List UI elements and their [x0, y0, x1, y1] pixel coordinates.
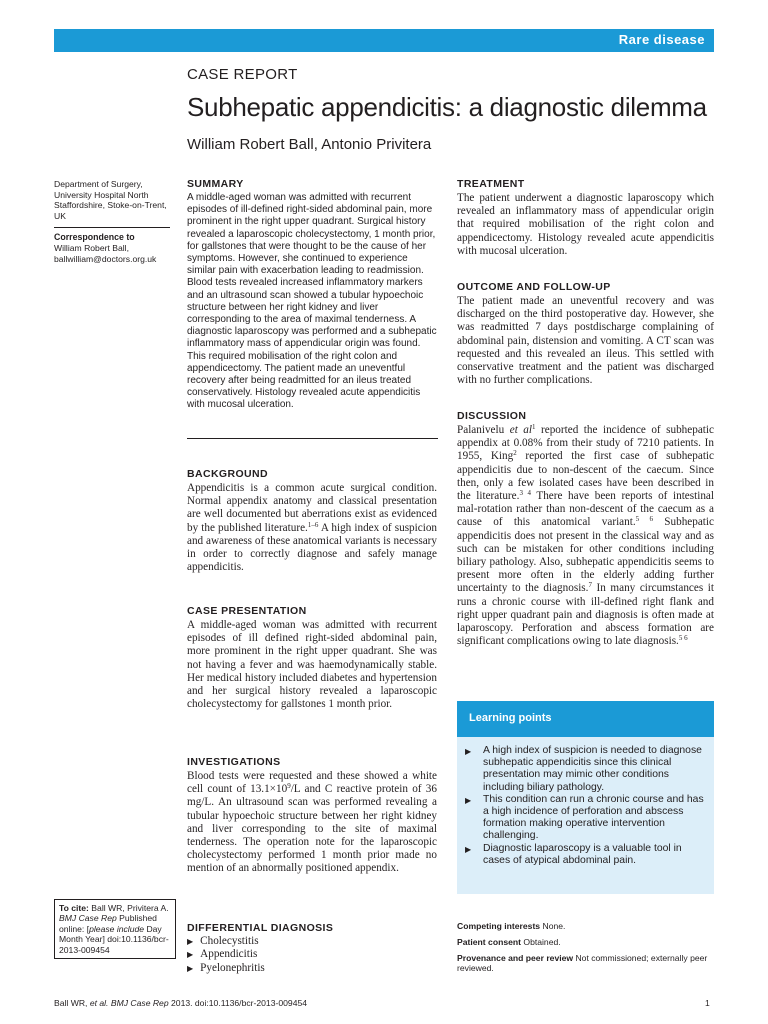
investigations-text-part: Blood tests were requested and these showed a white cell count of 13.1×10 — [187, 770, 437, 796]
provenance — [457, 953, 714, 974]
cite-placeholder: please include — [89, 923, 145, 934]
affiliation: Department of Surgery, University Hospital North Staffordshire, Stoke-on-Trent, UK — [54, 179, 167, 221]
background-heading: BACKGROUND — [187, 468, 268, 480]
section-banner — [54, 29, 714, 52]
reference: 5 6 — [678, 634, 688, 643]
learning-point — [465, 745, 705, 794]
meta-label: Provenance and peer review — [457, 953, 574, 963]
list-item — [187, 935, 437, 948]
investigations-text-part: /L and C reactive protein of 36 mg/L. An ultrasound scan was performed revealing a tubular hypoechoic structure between her right kidney and liver corresponding to the site of maximal tenderness. The operation note for the laparoscopic cholecystectomy performed 1 month prior made no mention of an abnormally positioned appendix. — [187, 783, 437, 875]
meta-label: Patient consent — [457, 937, 521, 947]
discussion-text-part: reported the incidence of subhepatic appendix at 0.08% from their study of 7210 patients. In 1955, King — [457, 424, 714, 463]
competing-interests — [457, 921, 714, 931]
page-number: 1 — [705, 998, 710, 1008]
reference: 5 6 — [635, 515, 653, 524]
article-title: Subhepatic appendicitis: a diagnostic dilemma — [187, 92, 707, 122]
cite-text: Ball WR, Privitera A. — [88, 903, 169, 913]
learning-points-header — [457, 701, 714, 737]
outcome-heading: OUTCOME AND FOLLOW-UP — [457, 281, 611, 293]
cite-label: To cite: — [59, 903, 89, 913]
outcome-text: The patient made an uneventful recovery and was discharged on the third postoperative day. However, she was readmitted 7 days postdischarge complaining of abdominal pain, distension and vomiting. A CT scan was requested and this revealed an ileus. This settled with conservative treatment and the patient was discharged with no further complications. — [457, 295, 714, 387]
list-item-label: Appendicitis — [200, 948, 258, 961]
background-text-part: A high index of suspicion and awareness of these anatomical variants is necessary in order to correctly diagnose and safely manage appendicitis. — [187, 521, 438, 574]
meta-value: Not commissioned; externally peer reviewed. — [457, 953, 708, 974]
triangle-bullet-icon: ▶ — [187, 937, 194, 946]
correspondence: William Robert Ball, ballwilliam@doctors.org.uk — [54, 242, 157, 264]
cite-box — [54, 899, 176, 959]
list-item — [187, 962, 437, 975]
authors: William Robert Ball, Antonio Privitera — [187, 136, 432, 153]
reference: 1 — [532, 423, 536, 431]
meta-label: Competing interests — [457, 921, 541, 931]
learning-point-text: Diagnostic laparoscopy is a valuable tool in cases of atypical abdominal pain. — [483, 842, 682, 866]
reference: 1–6 — [307, 520, 319, 529]
summary-heading: SUMMARY — [187, 178, 244, 190]
discussion-heading: DISCUSSION — [457, 410, 527, 422]
discussion-text-part: Subhepatic appendicitis does not present in the classical way and as such can be mistaken for other conditions including biliary pathology. Also, subhepatic appendicitis seems to present more often in the elderly adding further uncertainty to the diagnosis. — [457, 516, 714, 595]
list-item — [187, 948, 437, 961]
footer-citation — [54, 998, 307, 1008]
meta-value: None. — [540, 921, 566, 931]
case-presentation-text: A middle-aged woman was admitted with recurrent episodes of ill defined right-sided abdominal pain, more prominent in the right upper quadrant. She was not having a fever and was haemodynamically stable. Her medical history included diabetes and hypertension and her surgical history revealed a laparoscopic cholecystectomy for gallstones 1 month prior. — [187, 619, 437, 711]
section-label: Rare disease — [618, 32, 705, 47]
background-text — [187, 482, 437, 574]
case-presentation-heading: CASE PRESENTATION — [187, 605, 307, 617]
background-text-part: Appendicitis is a common acute surgical condition. Normal appendix anatomy and classical presentation are well documented but aberrations exist as evidenced by the published literature. — [187, 482, 437, 534]
investigations-text — [187, 770, 437, 876]
discussion-text — [457, 424, 714, 648]
discussion-text-part: Palanivelu — [457, 424, 510, 436]
learning-point — [465, 794, 705, 843]
differential-heading: DIFFERENTIAL DIAGNOSIS — [187, 922, 334, 934]
sidebar-divider — [54, 227, 170, 228]
cite-text: Published online: [ — [59, 913, 157, 934]
reference: 3 4 — [519, 489, 531, 498]
treatment-heading: TREATMENT — [457, 178, 525, 190]
cite-text: Day Month Year] doi:10.1136/bcr-2013-009454 — [59, 923, 169, 955]
triangle-bullet-icon: ▶ — [187, 950, 194, 960]
exponent: 9 — [287, 782, 291, 791]
triangle-bullet-icon: ▶ — [465, 795, 472, 805]
discussion-text-part: et al — [509, 424, 533, 436]
learning-points-list — [465, 745, 705, 867]
footer-text: 2013. doi:10.1136/bcr-2013-009454 — [168, 998, 308, 1008]
learning-point — [465, 843, 705, 867]
summary-text: A middle-aged woman was admitted with recurrent episodes of ill-defined right-sided abdominal pain, more prominent in the right upper quadrant. Surgical history revealed a laparoscopic cholecystectomy, 1 month prior, for gallstones that were thought to be the cause of her symptoms. However, she continued to experience similar pain with exacerbation leading to readmission. Blood tests revealed increased inflammatory markers and an ultrasound scan showed a tubular hypoechoic structure between her right kidney and liver corresponding to the area of maximal tenderness. A diagnostic laparoscopy was performed and a subhepatic inflammatory mass of appendicular origin was found. This required mobilisation of the right colon and appendicectomy. The patient made an uneventful recovery after being readmitted for an ileus treated conservatively. Histology revealed acute appendicitis with mucosal ulceration. — [187, 192, 437, 411]
treatment-text: The patient underwent a diagnostic laparoscopy which revealed an inflammatory mass of appendicular origin that required mobilisation of the right colon and appendicectomy. Histology revealed acute appendicitis with mucosal ulceration. — [457, 192, 714, 257]
triangle-bullet-icon: ▶ — [465, 844, 472, 854]
list-item-label: Cholecystitis — [200, 935, 259, 947]
learning-points-heading: Learning points — [469, 712, 552, 724]
reference: 7 — [588, 581, 592, 590]
footer-text: Ball WR, — [54, 998, 90, 1008]
investigations-heading: INVESTIGATIONS — [187, 756, 281, 768]
footer-text: et al. BMJ Case Rep — [89, 998, 169, 1008]
discussion-text-part: There have been reports of intestinal mal-rotation rather than non-descent of the caecum as a cause of this anatomical variant. — [457, 490, 715, 529]
discussion-text-part: reported the first case of subhepatic appendicitis due to non-descent of the caecum. Since then, only a few isolated cases have been described in the literature. — [457, 450, 714, 503]
correspondence-heading: Correspondence to — [54, 232, 135, 243]
triangle-bullet-icon: ▶ — [465, 747, 472, 756]
sidebar — [54, 179, 172, 264]
cite-journal: BMJ Case Rep — [59, 913, 117, 924]
patient-consent — [457, 937, 714, 947]
reference: 2 — [513, 449, 517, 458]
list-item-label: Pyelonephritis — [200, 961, 265, 974]
article-type: CASE REPORT — [187, 66, 298, 83]
learning-point-text: A high index of suspicion is needed to diagnose subhepatic appendicitis since this clinical presentation may mimic other conditions including biliary pathology. — [483, 745, 702, 793]
meta-value: Obtained. — [521, 937, 561, 947]
triangle-bullet-icon: ▶ — [187, 963, 194, 973]
discussion-text-part: In many circumstances it runs a chronic course with ill-defined right flank and right upper quadrant pain and diagnosis is often made at laparoscopy. Perforation and abscess formation are significant complications owing to late diagnosis. — [457, 582, 714, 648]
learning-point-text: This condition can run a chronic course and has a high incidence of perforation and abscess formation making operative intervention challenging. — [483, 793, 704, 842]
differential-list — [187, 935, 437, 975]
